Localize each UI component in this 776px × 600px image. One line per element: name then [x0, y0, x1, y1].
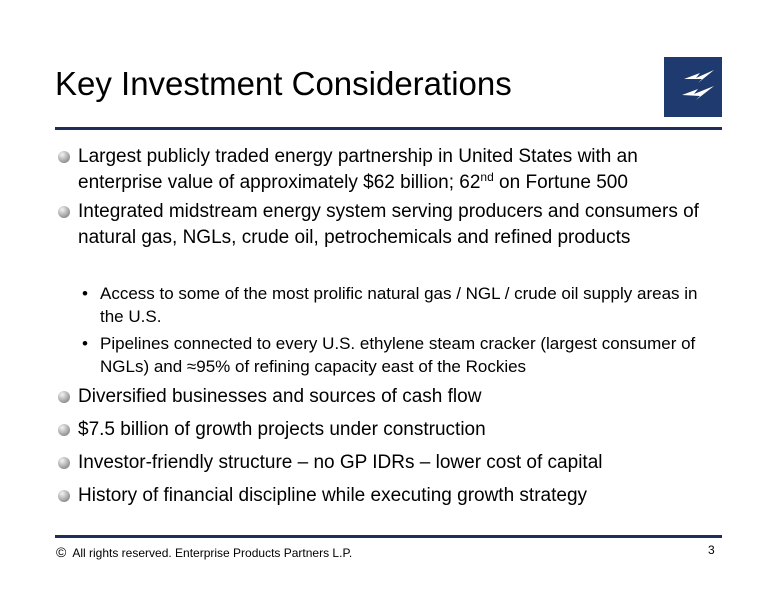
bullet-item: [58, 144, 718, 196]
bullet-marker-icon: [58, 424, 70, 436]
bullet-marker-icon: [58, 151, 70, 163]
bullet-item: [58, 417, 718, 443]
bullet-text: Diversified businesses and sources of cash flow: [78, 386, 482, 407]
sub-bullet-text: Access to some of the most prolific natural gas / NGL / crude oil supply areas in the U.S.: [100, 284, 698, 326]
page-number: 3: [708, 543, 715, 557]
bullet-item: [58, 384, 718, 410]
bullet-text: Investor-friendly structure – no GP IDRs – lower cost of capital: [78, 452, 603, 473]
footer-text: All rights reserved. Enterprise Products Partners L.P.: [72, 546, 353, 560]
bullet-text: Integrated midstream energy system serving producers and consumers of natural gas, NGLs, crude oil, petrochemicals and refined products: [78, 201, 699, 248]
bullet-marker-icon: [58, 206, 70, 218]
footer-divider: [55, 535, 722, 538]
sub-bullet-item: [82, 332, 722, 378]
bullet-marker-icon: [58, 490, 70, 502]
lightning-bolt-logo-icon: [664, 57, 722, 117]
bullet-item: [58, 199, 718, 251]
bullet-text: [58, 144, 718, 196]
bullet-marker-icon: [58, 391, 70, 403]
company-logo: [664, 57, 722, 117]
sub-bullet-item: [82, 282, 722, 328]
bullet-item: [58, 450, 718, 476]
sub-bullet-marker: •: [82, 334, 88, 353]
ordinal-superscript: nd: [480, 170, 494, 184]
sub-bullet-marker: •: [82, 284, 88, 303]
sub-bullet-text: Pipelines connected to every U.S. ethylene steam cracker (largest consumer of NGLs) and ≈95% of refining capacity east of the Rockies: [100, 334, 696, 376]
bullet-text: $7.5 billion of growth projects under construction: [78, 419, 486, 440]
title-divider: [55, 127, 722, 130]
bullet-marker-icon: [58, 457, 70, 469]
bullet-text: History of financial discipline while executing growth strategy: [78, 485, 588, 506]
copyright-icon: ©: [56, 544, 67, 560]
page-title: Key Investment Considerations: [55, 65, 512, 102]
bullet-text-part: on Fortune 500: [493, 172, 628, 193]
bullet-text-part: Largest publicly traded energy partnership in United States with an enterprise value of approximately $62 billion; 62: [78, 146, 638, 193]
bullet-item: [58, 483, 718, 509]
footer: [56, 544, 352, 561]
